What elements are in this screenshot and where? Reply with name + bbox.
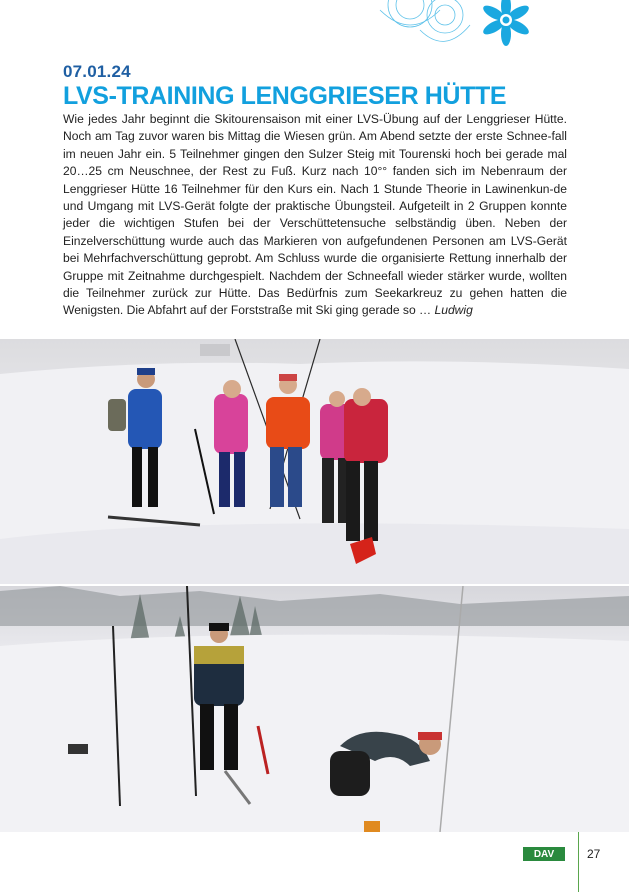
article-date: 07.01.24 [63,62,131,81]
article-body-text: Wie jedes Jahr beginnt die Skitourensaison mit einer LVS-Übung auf der Lenggrieser Hütte. Noch am Tag zuvor waren bis Mittag die Wiesen grün. Am Abend setzte der erste Schnee-fall im neuen Jahr ein. 5 Teilnehmer gingen den Sulzer Steig mit Tourenski hoch bei gerade mal 20…25 cm Neuschnee, der Rest zu Fuß. Kurz nach 10°° fanden sich im Nebenraum der Lenggrieser Hütte 16 Teilnehmer für den Kurs ein. Nach 1 Stunde Theorie in Lawinenkun-de und Umgang mit LVS-Gerät folgte der praktische Übungsteil. Aufgeteilt in 2 Gruppen konnte jeder die wichtigen Stufen bei der Verschüttetensuche selbständig üben. Neben der Einzelverschüttung wurde auch das Markieren von aufgefundenen Personen am LVS-Gerät bei Mehrfachverschüttung geprobt. Am Schluss wurde die organisierte Rettung innerhalb der Gruppe mit Zeitnahme durchgespielt. Nachdem der Schneefall wieder stärker wurde, wollten die Teilnehmer zurück zur Hütte. Das Bedürfnis zum Seekarkreuz zu gehen hatten die Wenigsten. Die Abfahrt auf der Forststraße mit Ski ging gerade so … [63,112,567,318]
probe-practice-photo [0,586,629,832]
dav-logo-text: DAV [533,848,555,860]
edelweiss-decoration [370,0,550,60]
page-number: 27 [587,847,601,861]
article-title: LVS-TRAINING LENGGRIESER HÜTTE [63,82,507,110]
footer-divider [578,832,579,892]
article-body [63,111,567,320]
article-author: Ludwig [434,303,473,318]
dav-logo [523,847,565,861]
group-photo [0,339,629,584]
